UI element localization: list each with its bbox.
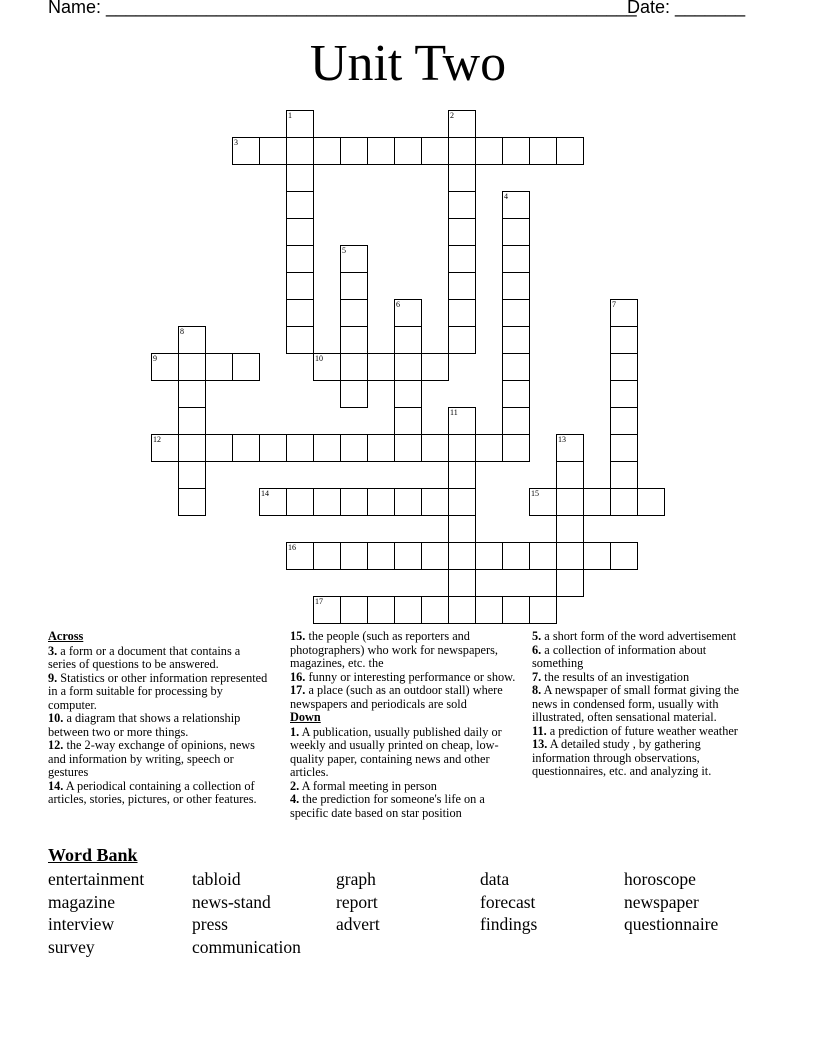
clues-column-2 xyxy=(290,630,522,820)
clue-text: a collection of information about something xyxy=(532,642,707,670)
grid-cell[interactable] xyxy=(421,596,449,624)
clue-number: 6. xyxy=(532,642,542,657)
clue-text: a diagram that shows a relationship between two or more things. xyxy=(48,711,241,739)
clue-number: 17. xyxy=(290,683,306,697)
grid-cell[interactable] xyxy=(448,272,476,300)
grid-cell[interactable] xyxy=(259,434,287,462)
grid-cell[interactable] xyxy=(340,245,368,273)
grid-cell[interactable] xyxy=(502,407,530,435)
grid-cell[interactable] xyxy=(502,596,530,624)
clue xyxy=(48,712,270,739)
grid-cell[interactable] xyxy=(502,272,530,300)
grid-cell[interactable] xyxy=(502,218,530,246)
word-bank-word: press xyxy=(192,914,228,935)
clue-number: 12. xyxy=(48,738,64,752)
grid-cell[interactable] xyxy=(475,137,503,165)
clue-number: 9. xyxy=(48,670,58,685)
grid-cell[interactable] xyxy=(178,326,206,354)
clues-column-3 xyxy=(532,630,760,779)
grid-cell[interactable] xyxy=(286,218,314,246)
grid-cell[interactable] xyxy=(367,137,395,165)
grid-cell[interactable] xyxy=(529,542,557,570)
clue-number: 11 xyxy=(450,408,458,417)
grid-cell[interactable] xyxy=(394,407,422,435)
clue-section-heading: Down xyxy=(290,710,321,724)
grid-cell[interactable] xyxy=(178,434,206,462)
grid-cell[interactable] xyxy=(610,461,638,489)
grid-cell[interactable] xyxy=(556,461,584,489)
clue-number: 1 xyxy=(288,111,292,120)
grid-cell[interactable] xyxy=(232,353,260,381)
grid-cell[interactable] xyxy=(286,542,314,570)
clue-number: 5 xyxy=(342,246,346,255)
grid-cell[interactable] xyxy=(448,596,476,624)
grid-cell[interactable] xyxy=(448,515,476,543)
grid-cell[interactable] xyxy=(367,434,395,462)
grid-cell[interactable] xyxy=(421,542,449,570)
grid-cell[interactable] xyxy=(394,137,422,165)
grid-cell[interactable] xyxy=(340,299,368,327)
clue-number: 5. xyxy=(532,629,542,643)
grid-cell[interactable] xyxy=(448,299,476,327)
grid-cell[interactable] xyxy=(448,326,476,354)
grid-cell[interactable] xyxy=(448,137,476,165)
clue-number: 7 xyxy=(612,300,616,309)
clue-number: 15. xyxy=(290,629,306,643)
grid-cell[interactable] xyxy=(475,542,503,570)
clue xyxy=(532,630,760,644)
grid-cell[interactable] xyxy=(340,380,368,408)
grid-cell[interactable] xyxy=(556,434,584,462)
grid-cell[interactable] xyxy=(394,434,422,462)
clue-number: 9 xyxy=(153,354,157,363)
clue-number: 10 xyxy=(315,354,323,363)
grid-cell[interactable] xyxy=(610,326,638,354)
name-field-label[interactable]: Name: _____________________________________________________ xyxy=(48,0,637,17)
grid-cell[interactable] xyxy=(529,137,557,165)
grid-cell[interactable] xyxy=(448,434,476,462)
grid-cell[interactable] xyxy=(448,245,476,273)
clue-number: 4. xyxy=(290,792,300,806)
clue-number: 16 xyxy=(288,543,296,552)
clue-number: 3. xyxy=(48,643,58,658)
grid-cell[interactable] xyxy=(502,380,530,408)
clue-number: 8. xyxy=(532,683,542,697)
grid-cell[interactable] xyxy=(610,299,638,327)
grid-cell[interactable] xyxy=(259,137,287,165)
grid-cell[interactable] xyxy=(610,542,638,570)
grid-cell[interactable] xyxy=(556,488,584,516)
clue-number: 12 xyxy=(153,435,161,444)
grid-cell[interactable] xyxy=(286,434,314,462)
grid-cell[interactable] xyxy=(448,218,476,246)
grid-cell[interactable] xyxy=(448,461,476,489)
grid-cell[interactable] xyxy=(286,299,314,327)
grid-cell[interactable] xyxy=(421,488,449,516)
grid-cell[interactable] xyxy=(232,137,260,165)
grid-cell[interactable] xyxy=(394,542,422,570)
grid-cell[interactable] xyxy=(286,164,314,192)
grid-cell[interactable] xyxy=(583,488,611,516)
grid-cell[interactable] xyxy=(421,434,449,462)
grid-cell[interactable] xyxy=(340,137,368,165)
date-field-label[interactable]: Date: _______ xyxy=(627,0,746,17)
clue-text: a short form of the word advertisement xyxy=(541,629,737,643)
clue xyxy=(532,684,760,725)
clue xyxy=(532,671,760,685)
grid-cell[interactable] xyxy=(529,596,557,624)
clue-text: funny or interesting performance or show. xyxy=(305,669,516,684)
grid-cell[interactable] xyxy=(475,596,503,624)
grid-cell[interactable] xyxy=(556,137,584,165)
clue-text: A newspaper of small format giving the news in condensed form, usually with illustrated, often sensational material. xyxy=(532,683,739,724)
grid-cell[interactable] xyxy=(610,407,638,435)
grid-cell[interactable] xyxy=(205,353,233,381)
clue-number: 6 xyxy=(396,300,400,309)
word-bank-word: magazine xyxy=(48,891,116,912)
grid-cell[interactable] xyxy=(340,326,368,354)
word-bank-word: graph xyxy=(336,869,376,889)
clue-text: Statistics or other information represented in a form suitable for processing by computer. xyxy=(48,670,268,712)
grid-cell[interactable] xyxy=(286,488,314,516)
clue xyxy=(532,725,760,739)
grid-cell[interactable] xyxy=(151,434,179,462)
word-bank-word: forecast xyxy=(480,891,536,912)
grid-cell[interactable] xyxy=(448,110,476,138)
grid-cell[interactable] xyxy=(367,353,395,381)
grid-cell[interactable] xyxy=(340,353,368,381)
clue-number: 13. xyxy=(532,737,548,751)
grid-cell[interactable] xyxy=(529,488,557,516)
clue-number: 16. xyxy=(290,669,306,684)
grid-cell[interactable] xyxy=(583,542,611,570)
grid-cell[interactable] xyxy=(340,542,368,570)
grid-cell[interactable] xyxy=(637,488,665,516)
grid-cell[interactable] xyxy=(286,191,314,219)
grid-cell[interactable] xyxy=(286,110,314,138)
clue-number: 14 xyxy=(261,489,269,498)
grid-cell[interactable] xyxy=(448,407,476,435)
clue-number: 10. xyxy=(48,711,64,725)
page-title: Unit Two xyxy=(309,35,507,92)
grid-cell[interactable] xyxy=(610,434,638,462)
grid-cell[interactable] xyxy=(367,488,395,516)
grid-cell[interactable] xyxy=(313,353,341,381)
grid-cell[interactable] xyxy=(610,488,638,516)
clues-column-1 xyxy=(48,630,270,807)
grid-cell[interactable] xyxy=(502,434,530,462)
grid-cell[interactable] xyxy=(394,488,422,516)
clue-number: 14. xyxy=(48,778,64,793)
grid-cell[interactable] xyxy=(448,569,476,597)
word-bank-word: news-stand xyxy=(192,891,271,912)
grid-cell[interactable] xyxy=(394,380,422,408)
word-bank-word: advert xyxy=(336,914,380,935)
clue xyxy=(290,780,522,794)
clue xyxy=(48,645,270,672)
grid-cell[interactable] xyxy=(178,380,206,408)
grid-cell[interactable] xyxy=(610,380,638,408)
clue-text: a form or a document that contains a series of questions to be answered. xyxy=(48,643,241,671)
clue-number: 3 xyxy=(234,138,238,147)
grid-cell[interactable] xyxy=(286,326,314,354)
grid-cell[interactable] xyxy=(367,542,395,570)
clue-text: A periodical containing a collection of articles, stories, pictures, or other features. xyxy=(48,778,257,806)
clue-number: 4 xyxy=(504,192,508,201)
grid-cell[interactable] xyxy=(394,353,422,381)
clue-section-heading: Across xyxy=(48,629,84,643)
grid-cell[interactable] xyxy=(178,407,206,435)
word-bank-word: tabloid xyxy=(192,869,241,889)
clue-number: 2 xyxy=(450,111,454,120)
grid-cell[interactable] xyxy=(286,245,314,273)
clue xyxy=(532,644,760,671)
clue-number: 1. xyxy=(290,724,300,739)
grid-cell[interactable] xyxy=(367,596,395,624)
clue-text: A detailed study , by gathering information through observations, questionnaires, etc. and analyzing it. xyxy=(532,737,712,778)
clue xyxy=(48,672,270,713)
grid-cell[interactable] xyxy=(502,326,530,354)
word-bank-word: horoscope xyxy=(624,869,696,889)
clue xyxy=(290,726,522,780)
word-bank-word: interview xyxy=(48,914,115,935)
clue-number: 2. xyxy=(290,778,300,793)
grid-cell[interactable] xyxy=(340,488,368,516)
grid-cell[interactable] xyxy=(394,326,422,354)
word-bank-word: newspaper xyxy=(624,891,699,912)
grid-cell[interactable] xyxy=(556,569,584,597)
word-bank-word: communication xyxy=(192,937,301,958)
grid-cell[interactable] xyxy=(502,137,530,165)
clue xyxy=(290,671,522,685)
clue-number: 7. xyxy=(532,669,542,684)
grid-cell[interactable] xyxy=(313,596,341,624)
grid-cell[interactable] xyxy=(178,353,206,381)
word-bank-word: questionnaire xyxy=(624,914,719,935)
clue-text: the prediction for someone's life on a specific date based on star position xyxy=(290,792,485,820)
grid-cell[interactable] xyxy=(178,461,206,489)
grid-cell[interactable] xyxy=(448,191,476,219)
clue xyxy=(532,738,760,779)
grid-cell[interactable] xyxy=(232,434,260,462)
grid-cell[interactable] xyxy=(151,353,179,381)
grid-cell[interactable] xyxy=(394,596,422,624)
word-bank-word: survey xyxy=(48,937,95,958)
grid-cell[interactable] xyxy=(421,353,449,381)
grid-cell[interactable] xyxy=(502,353,530,381)
clue xyxy=(290,630,522,671)
grid-cell[interactable] xyxy=(205,434,233,462)
clue-text: the people (such as reporters and photographers) who work for newspapers, magazines, etc. the xyxy=(290,629,498,670)
grid-cell[interactable] xyxy=(340,434,368,462)
word-bank-word: entertainment xyxy=(48,869,145,889)
grid-cell[interactable] xyxy=(313,542,341,570)
clue xyxy=(48,780,270,807)
grid-cell[interactable] xyxy=(313,137,341,165)
grid-cell[interactable] xyxy=(178,488,206,516)
grid-cell[interactable] xyxy=(421,137,449,165)
grid-cell[interactable] xyxy=(502,245,530,273)
grid-cell[interactable] xyxy=(286,137,314,165)
clue-number: 13 xyxy=(558,435,566,444)
grid-cell[interactable] xyxy=(313,434,341,462)
grid-cell[interactable] xyxy=(448,542,476,570)
grid-cell[interactable] xyxy=(286,272,314,300)
grid-cell[interactable] xyxy=(448,488,476,516)
clue xyxy=(290,684,522,711)
clue-number: 11. xyxy=(532,723,547,738)
clue-text: the results of an investigation xyxy=(541,669,690,684)
word-bank-word: report xyxy=(336,891,378,912)
word-bank-title: Word Bank xyxy=(48,845,138,865)
grid-cell[interactable] xyxy=(556,515,584,543)
grid-cell[interactable] xyxy=(502,542,530,570)
clue-number: 15 xyxy=(531,489,539,498)
clue-number: 8 xyxy=(180,327,184,336)
word-bank-word: data xyxy=(480,869,510,889)
clue xyxy=(48,739,270,780)
clue xyxy=(290,793,522,820)
grid-cell[interactable] xyxy=(502,299,530,327)
grid-cell[interactable] xyxy=(394,299,422,327)
grid-cell[interactable] xyxy=(313,488,341,516)
clue-number: 17 xyxy=(315,597,323,606)
grid-cell[interactable] xyxy=(259,488,287,516)
grid-cell[interactable] xyxy=(610,353,638,381)
grid-cell[interactable] xyxy=(448,164,476,192)
clue-text: A publication, usually published daily or weekly and usually printed on cheap, low-quality paper, containing news and other articles. xyxy=(290,724,502,779)
grid-cell[interactable] xyxy=(475,434,503,462)
clue-text: a place (such as an outdoor stall) where newspapers and periodicals are sold xyxy=(290,683,503,711)
clue-text: A formal meeting in person xyxy=(299,778,437,793)
grid-cell[interactable] xyxy=(340,596,368,624)
word-bank-word: findings xyxy=(480,914,538,935)
grid-cell[interactable] xyxy=(556,542,584,570)
clue-text: the 2-way exchange of opinions, news and information by writing, speech or gestures xyxy=(48,738,255,779)
grid-cell[interactable] xyxy=(340,272,368,300)
clue-text: a prediction of future weather weather xyxy=(546,723,738,738)
grid-cell[interactable] xyxy=(502,191,530,219)
